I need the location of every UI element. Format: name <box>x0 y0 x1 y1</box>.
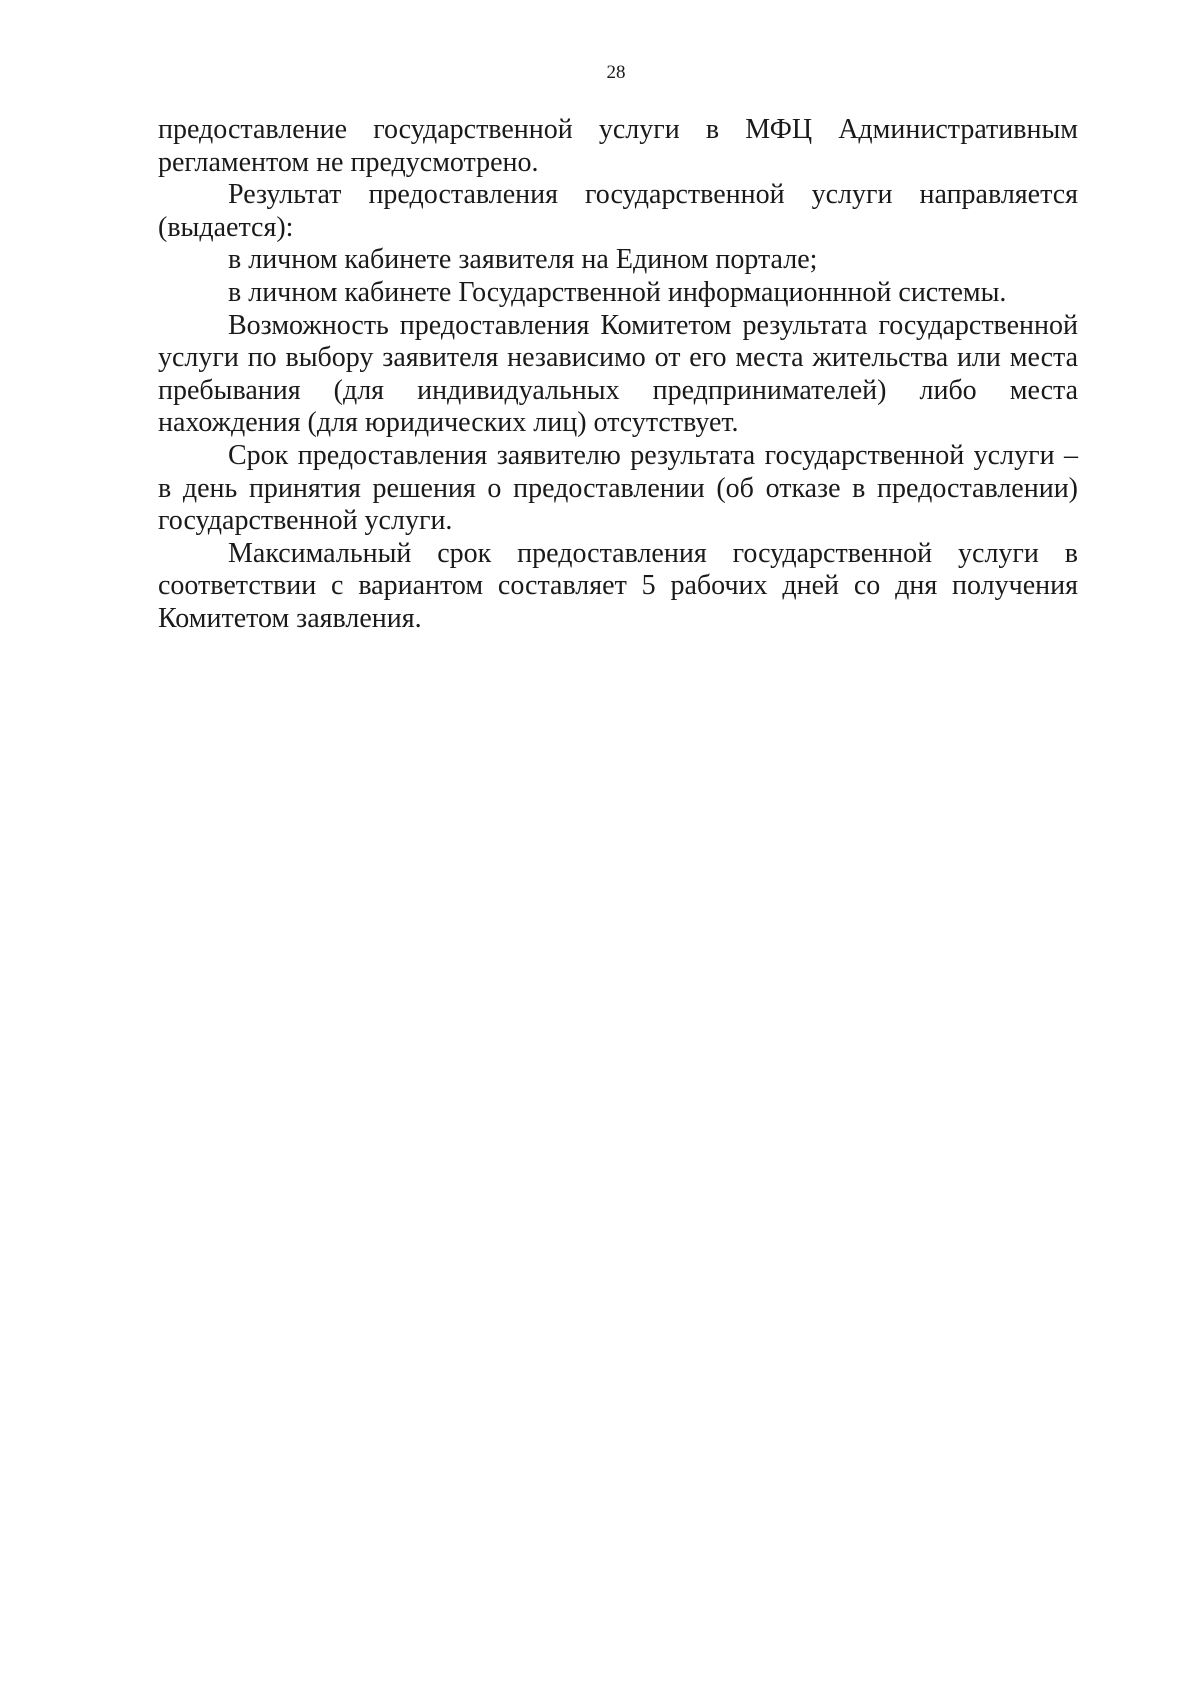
paragraph-unified-portal: в личном кабинете заявителя на Едином портале; <box>228 244 818 276</box>
paragraph-state-info-system: в личном кабинете Государственной информационнной системы. <box>228 276 1007 308</box>
paragraph-result-delivery: Результат предоставления государственной услуги направляется (выдается): <box>158 179 1078 243</box>
paragraph-extraterritorial: Возможность предоставления Комитетом результата государственной услуги по выбору заявителя независимо от его места жительства или места пребывания (для индивидуальных предпринимателей) либо места нахождения (для юридических лиц) отсутствует. <box>158 309 1078 439</box>
document-body <box>158 114 1078 636</box>
paragraph-result-term: Срок предоставления заявителю результата государственной услуги – в день принятия решения о предоставлении (об отказе в предоставлении) государственной услуги. <box>158 439 1078 537</box>
page-number: 28 <box>606 62 626 83</box>
paragraph-mfc-not-provided: предоставление государственной услуги в МФЦ Административным регламентом не предусмотрено. <box>158 114 1078 178</box>
paragraph-max-term: Максимальный срок предоставления государственной услуги в соответствии с вариантом составляет 5 рабочих дней со дня получения Комитетом заявления. <box>158 537 1078 634</box>
